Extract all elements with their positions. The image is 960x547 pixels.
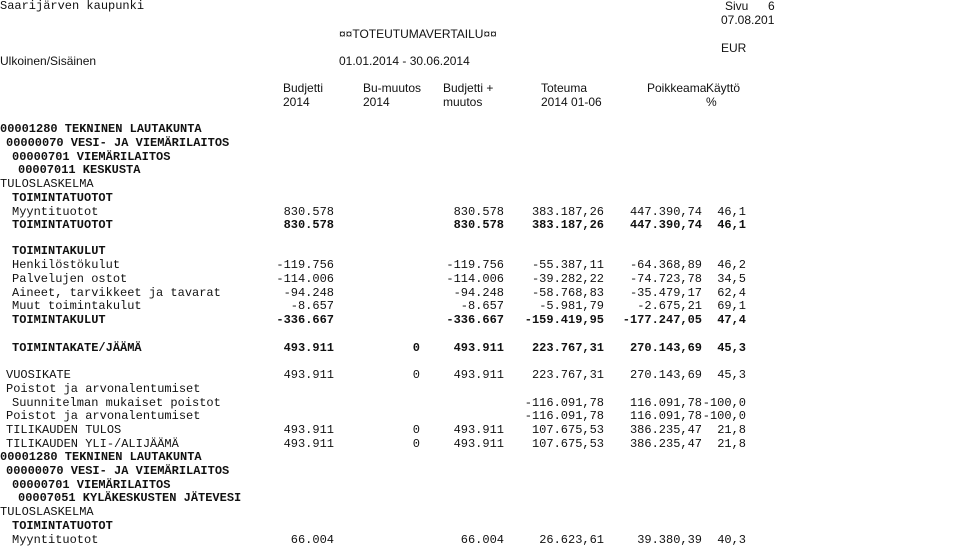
row-label: Poistot ja arvonalentumiset [6, 382, 201, 396]
cell-toteuma: 383.187,26 [531, 205, 604, 219]
report-row [0, 478, 960, 492]
cell-toteuma: -5.981,79 [539, 299, 604, 313]
report-row [0, 313, 960, 327]
row-label: 00000070 VESI- JA VIEMÄRILAITOS [6, 464, 230, 478]
report-row [0, 205, 960, 219]
cell-bu-muutos: 0 [412, 423, 420, 437]
report-row [0, 150, 960, 164]
cell-budjetti: 493.911 [283, 423, 334, 437]
cell-toteuma: 383.187,26 [531, 218, 604, 232]
cell-kaytto: 34,5 [717, 272, 746, 286]
row-label: 00001280 TEKNINEN LAUTAKUNTA [0, 122, 202, 136]
cell-budjetti-plus-muutos: -8.657 [460, 299, 504, 313]
cell-poikkeama: -2.675,21 [637, 299, 702, 313]
col-budjetti-plus-line2: muutos [443, 95, 483, 109]
cell-budjetti-plus-muutos: 493.911 [453, 423, 504, 437]
report-row [0, 272, 960, 286]
cell-toteuma: -116.091,78 [524, 409, 604, 423]
report-row [0, 368, 960, 382]
report-row [0, 122, 960, 136]
cell-budjetti-plus-muutos: 493.911 [453, 341, 504, 355]
cell-budjetti: 493.911 [283, 341, 334, 355]
col-toteuma-line1: Toteuma [541, 81, 588, 95]
cell-budjetti: -114.006 [276, 272, 334, 286]
col-budjetti-plus-line1: Budjetti + [443, 81, 494, 95]
report-row [0, 286, 960, 300]
cell-poikkeama: -74.723,78 [629, 272, 702, 286]
report-row [0, 136, 960, 150]
cell-budjetti-plus-muutos: 493.911 [453, 368, 504, 382]
cell-budjetti-plus-muutos: -114.006 [446, 272, 504, 286]
cell-poikkeama: 39.380,39 [637, 533, 702, 547]
row-label: TULOSLASKELMA [0, 177, 94, 191]
cell-budjetti-plus-muutos: -336.667 [446, 313, 504, 327]
col-budjetti-line2: 2014 [283, 95, 310, 109]
row-label: 00001280 TEKNINEN LAUTAKUNTA [0, 450, 202, 464]
cell-budjetti: 830.578 [283, 205, 334, 219]
cell-kaytto: 45,3 [717, 368, 746, 382]
page-number: 6 [768, 0, 775, 13]
cell-poikkeama: 270.143,69 [629, 341, 702, 355]
cell-poikkeama: 270.143,69 [629, 368, 702, 382]
row-label: TOIMINTATUOTOT [12, 191, 113, 205]
cell-budjetti: -94.248 [283, 286, 334, 300]
report-date: 07.08.201 [721, 13, 775, 27]
cell-budjetti: -119.756 [276, 258, 334, 272]
cell-kaytto: -100,0 [702, 396, 746, 410]
report-period: 01.01.2014 - 30.06.2014 [339, 54, 470, 68]
cell-poikkeama: 116.091,78 [629, 409, 702, 423]
row-label: 00007051 KYLÄKESKUSTEN JÄTEVESI [18, 491, 242, 505]
cell-bu-muutos: 0 [412, 368, 420, 382]
row-label: 00000701 VIEMÄRILAITOS [12, 150, 171, 164]
cell-toteuma: 26.623,61 [539, 533, 604, 547]
row-label: TULOSLASKELMA [0, 505, 94, 519]
row-label: Aineet, tarvikkeet ja tavarat [12, 286, 221, 300]
unit-label: Ulkoinen/Sisäinen [0, 54, 97, 68]
cell-kaytto: 46,2 [717, 258, 746, 272]
row-label: Myyntituotot [12, 205, 99, 219]
cell-budjetti-plus-muutos: -119.756 [446, 258, 504, 272]
cell-bu-muutos: 0 [412, 341, 420, 355]
cell-toteuma: 223.767,31 [531, 368, 604, 382]
cell-toteuma: -159.419,95 [524, 313, 604, 327]
cell-poikkeama: -64.368,89 [629, 258, 702, 272]
report-row [0, 450, 960, 464]
cell-budjetti: 830.578 [283, 218, 334, 232]
row-label: Palvelujen ostot [12, 272, 128, 286]
report-row [0, 218, 960, 232]
row-label: TOIMINTAKULUT [12, 244, 106, 258]
report-row [0, 519, 960, 533]
report-row [0, 177, 960, 191]
cell-kaytto: 46,1 [717, 205, 746, 219]
row-label: TOIMINTAKATE/JÄÄMÄ [12, 341, 142, 355]
cell-poikkeama: 116.091,78 [629, 396, 702, 410]
report-row [0, 491, 960, 505]
report-title: ¤¤TOTEUTUMAVERTAILU¤¤ [339, 27, 497, 41]
cell-budjetti-plus-muutos: 830.578 [453, 218, 504, 232]
row-label: VUOSIKATE [6, 368, 71, 382]
cell-toteuma: -55.387,11 [531, 258, 604, 272]
cell-budjetti-plus-muutos: 66.004 [460, 533, 504, 547]
cell-poikkeama: 386.235,47 [629, 437, 702, 451]
row-label: 00007011 KESKUSTA [18, 163, 141, 177]
cell-toteuma: -116.091,78 [524, 396, 604, 410]
cell-kaytto: 62,4 [717, 286, 746, 300]
col-toteuma-line2: 2014 01-06 [541, 95, 602, 109]
row-label: 00000701 VIEMÄRILAITOS [12, 478, 171, 492]
row-label: 00000070 VESI- JA VIEMÄRILAITOS [6, 136, 230, 150]
report-row [0, 437, 960, 451]
cell-toteuma: -39.282,22 [531, 272, 604, 286]
cell-kaytto: 69,1 [717, 299, 746, 313]
report-row [0, 382, 960, 396]
report-row [0, 163, 960, 177]
row-label: TOIMINTATUOTOT [12, 218, 113, 232]
cell-kaytto: 47,4 [717, 313, 746, 327]
report-row [0, 299, 960, 313]
cell-kaytto: 46,1 [717, 218, 746, 232]
cell-kaytto: 21,8 [717, 423, 746, 437]
cell-kaytto: 45,3 [717, 341, 746, 355]
cell-budjetti: 493.911 [283, 368, 334, 382]
cell-poikkeama: -35.479,17 [629, 286, 702, 300]
row-label: Suunnitelman mukaiset poistot [12, 396, 221, 410]
cell-toteuma: 107.675,53 [531, 437, 604, 451]
row-label: TILIKAUDEN YLI-/ALIJÄÄMÄ [6, 437, 179, 451]
col-bumuutos-line1: Bu-muutos [363, 81, 422, 95]
report-row [0, 505, 960, 519]
row-label: TOIMINTAKULUT [12, 313, 106, 327]
cell-kaytto: 40,3 [717, 533, 746, 547]
cell-poikkeama: 386.235,47 [629, 423, 702, 437]
cell-kaytto: 21,8 [717, 437, 746, 451]
cell-budjetti: 66.004 [290, 533, 334, 547]
row-label: Muut toimintakulut [12, 299, 142, 313]
col-bumuutos-line2: 2014 [363, 95, 390, 109]
cell-poikkeama: 447.390,74 [629, 205, 702, 219]
row-label: Henkilöstökulut [12, 258, 121, 272]
cell-budjetti-plus-muutos: 493.911 [453, 437, 504, 451]
report-row [0, 341, 960, 355]
cell-budjetti: -336.667 [276, 313, 334, 327]
currency-label: EUR [721, 41, 747, 55]
cell-kaytto: -100,0 [702, 409, 746, 423]
cell-toteuma: -58.768,83 [531, 286, 604, 300]
col-kaytto-line2: % [706, 95, 717, 109]
row-label: TILIKAUDEN TULOS [6, 423, 122, 437]
row-label: TOIMINTATUOTOT [12, 519, 113, 533]
page-label: Sivu [725, 0, 749, 13]
cell-budjetti-plus-muutos: 830.578 [453, 205, 504, 219]
col-poikkeama-line1: Poikkeama [647, 81, 707, 95]
report-row [0, 396, 960, 410]
cell-poikkeama: 447.390,74 [629, 218, 702, 232]
cell-bu-muutos: 0 [412, 437, 420, 451]
organization-name: Saarijärven kaupunki [0, 0, 145, 13]
cell-budjetti-plus-muutos: -94.248 [453, 286, 504, 300]
col-kaytto-line1: Käyttö [706, 81, 741, 95]
cell-budjetti: -8.657 [290, 299, 334, 313]
report-row [0, 191, 960, 205]
cell-toteuma: 107.675,53 [531, 423, 604, 437]
cell-toteuma: 223.767,31 [531, 341, 604, 355]
cell-budjetti: 493.911 [283, 437, 334, 451]
row-label: Myyntituotot [12, 533, 99, 547]
col-budjetti-line1: Budjetti [283, 81, 324, 95]
report-row [0, 464, 960, 478]
row-label: Poistot ja arvonalentumiset [6, 409, 201, 423]
report-row [0, 409, 960, 423]
cell-poikkeama: -177.247,05 [622, 313, 702, 327]
report-row [0, 258, 960, 272]
report-row [0, 423, 960, 437]
report-row [0, 244, 960, 258]
